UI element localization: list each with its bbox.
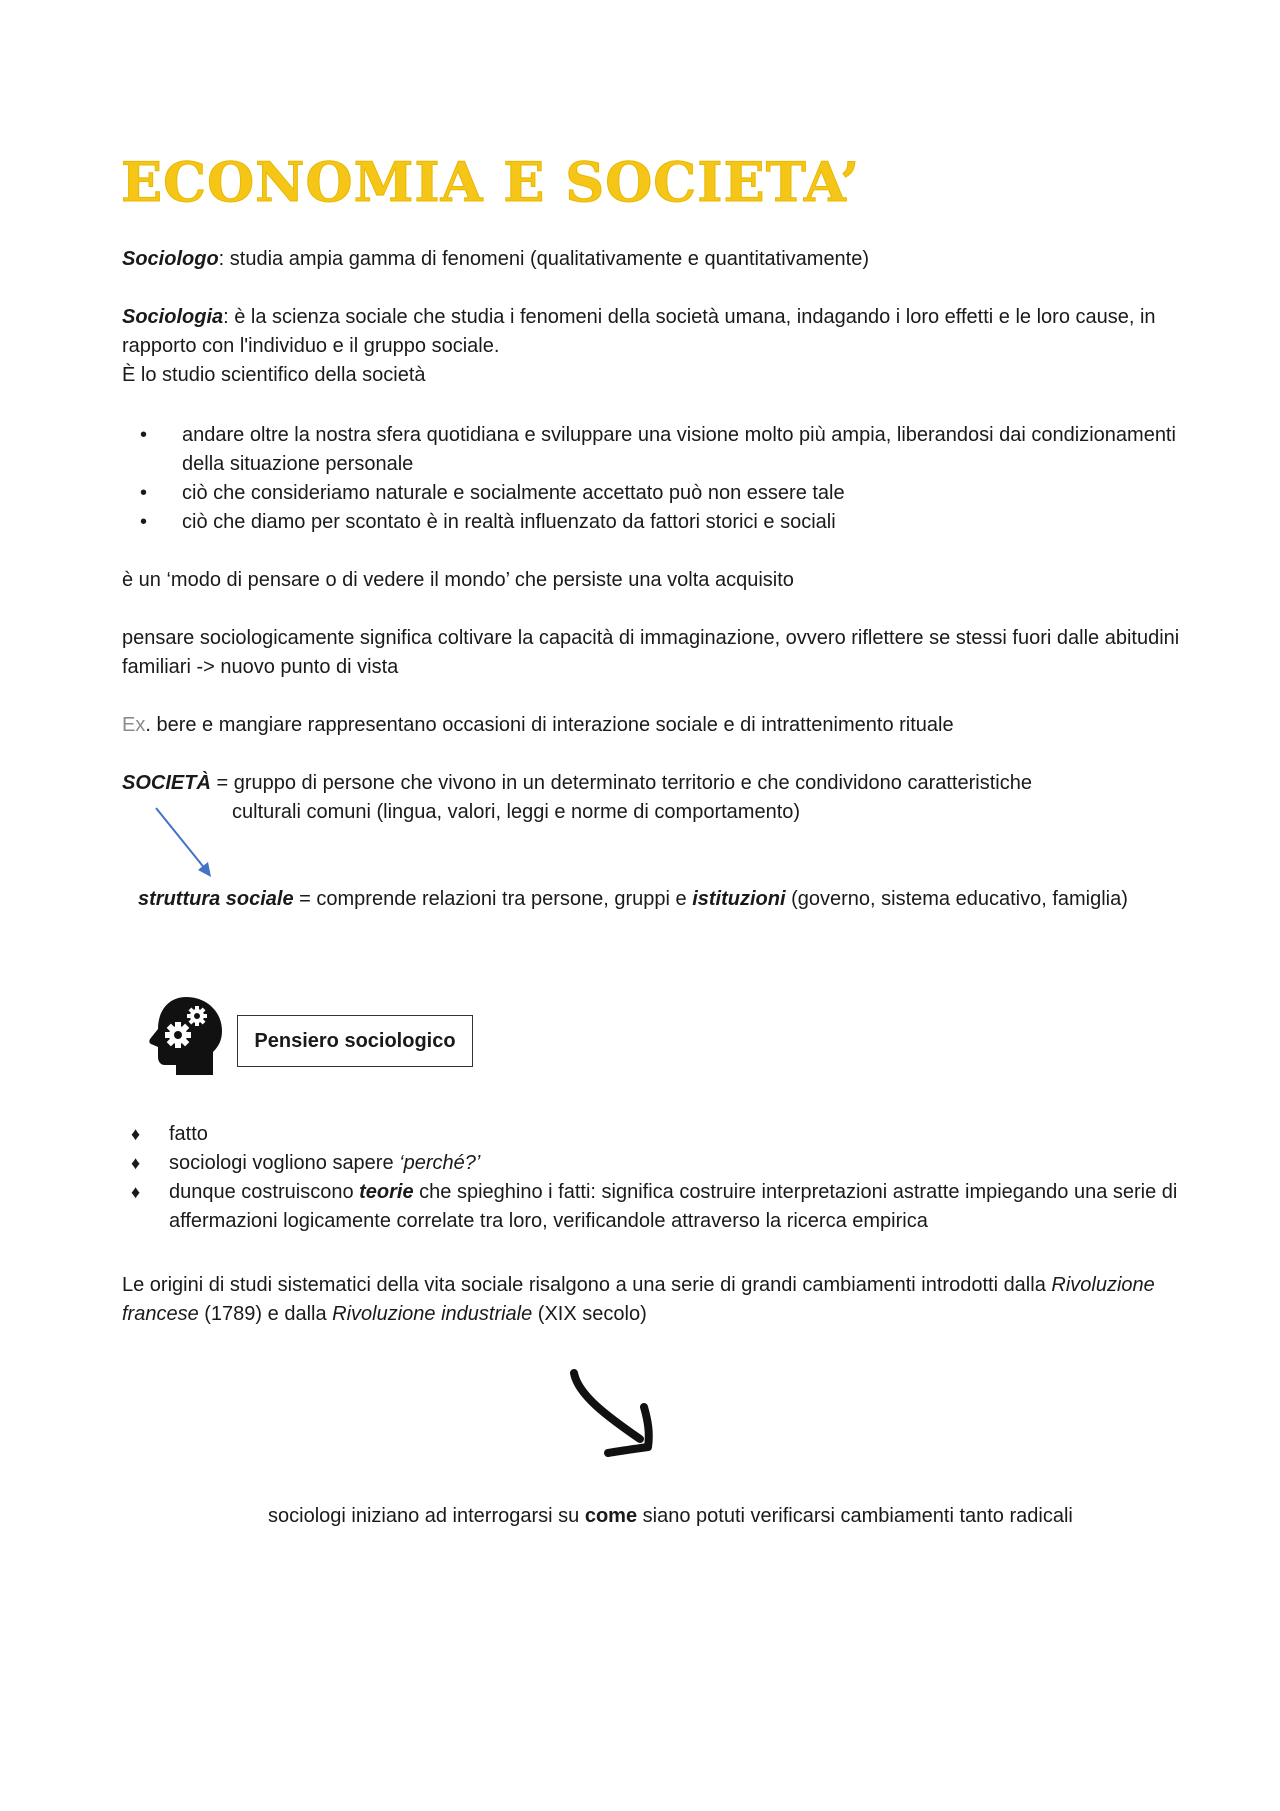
- sociologia-line2: È lo studio scientifico della società: [122, 364, 426, 386]
- head-gears-icon: [148, 995, 224, 1079]
- example-prefix: Ex: [122, 714, 146, 736]
- page-title: ECONOMIA E SOCIETA’: [121, 150, 861, 214]
- diamond-bullet-icon: ♦: [131, 1124, 141, 1144]
- sociologia-bullet-list: [122, 421, 1182, 537]
- facts-list: [122, 1120, 1182, 1236]
- struttura-term: struttura sociale: [138, 888, 294, 910]
- list-item: ♦ dunque costruiscono teorie che spieghino i fatti: significa costruire interpretazioni astratte impiegando una serie di affermazioni logicamente correlate tra loro, verificandole attraverso la ricerca empirica: [122, 1178, 1182, 1236]
- rivoluzione-francese: Rivoluzione francese: [122, 1274, 1155, 1325]
- pensiero-sociologico-box: Pensiero sociologico: [237, 1015, 473, 1067]
- sociologia-definition: [122, 303, 1182, 390]
- struttura-text: = comprende relazioni tra persone, gruppi e: [293, 888, 693, 910]
- hand-drawn-arrow-icon: [560, 1365, 670, 1465]
- sociologia-term: Sociologia: [122, 306, 224, 328]
- sociologo-term: Sociologo: [122, 248, 219, 270]
- list-item: • andare oltre la nostra sfera quotidiana e sviluppare una visione molto più ampia, liberandosi dai condizionamenti della situazione personale: [122, 421, 1182, 479]
- come-emphasis: come: [584, 1505, 638, 1527]
- list-item: ♦ sociologi vogliono sapere ‘perché?’: [122, 1149, 1182, 1178]
- list-item: • ciò che consideriamo naturale e socialmente accettato può non essere tale: [122, 479, 1182, 508]
- blue-arrow-icon: [150, 800, 220, 880]
- conclusion-line: sociologi iniziano ad interrogarsi su come siano potuti verificarsi cambiamenti tanto radicali: [268, 1505, 1073, 1527]
- example-text: . bere e mangiare rappresentano occasioni di interazione sociale e di intrattenimento rituale: [145, 714, 954, 736]
- rivoluzione-industriale: Rivoluzione industriale: [332, 1303, 533, 1325]
- struttura-sociale-definition: [138, 885, 1178, 914]
- diamond-bullet-icon: ♦: [131, 1153, 141, 1173]
- pensare-sociologicamente: pensare sociologicamente significa coltivare la capacità di immaginazione, ovvero riflettere se stessi fuori dalle abitudini familiari -> nuovo punto di vista: [122, 627, 1180, 678]
- modo-di-pensare: è un ‘modo di pensare o di vedere il mondo’ che persiste una volta acquisito: [122, 569, 794, 591]
- diamond-bullet-icon: ♦: [131, 1182, 141, 1202]
- struttura-end: (governo, sistema educativo, famiglia): [785, 888, 1128, 910]
- societa-line2: culturali comuni (lingua, valori, leggi e norme di comportamento): [232, 801, 801, 823]
- list-item: • ciò che diamo per scontato è in realtà influenzato da fattori storici e sociali: [122, 508, 1182, 537]
- sociologo-definition: [122, 245, 1182, 274]
- list-item: ♦ fatto: [122, 1120, 1182, 1149]
- sociologo-text: : studia ampia gamma di fenomeni (qualitativamente e quantitativamente): [218, 248, 870, 270]
- sociologia-text: : è la scienza sociale che studia i fenomeni della società umana, indagando i loro effetti e le loro cause, in rapporto con l'individuo e il gruppo sociale.: [122, 306, 1156, 357]
- origini-paragraph: Le origini di studi sistematici della vita sociale risalgono a una serie di grandi cambiamenti introdotti dalla Rivoluzione francese (1789) e dalla Rivoluzione industriale (XIX secolo): [122, 1274, 1155, 1325]
- societa-term: SOCIETÀ: [122, 772, 211, 794]
- societa-definition: [122, 769, 1182, 827]
- societa-line1: = gruppo di persone che vivono in un determinato territorio e che condividono caratteristiche: [210, 772, 1032, 794]
- istituzioni-term: istituzioni: [692, 888, 786, 910]
- example-line: [122, 711, 1182, 740]
